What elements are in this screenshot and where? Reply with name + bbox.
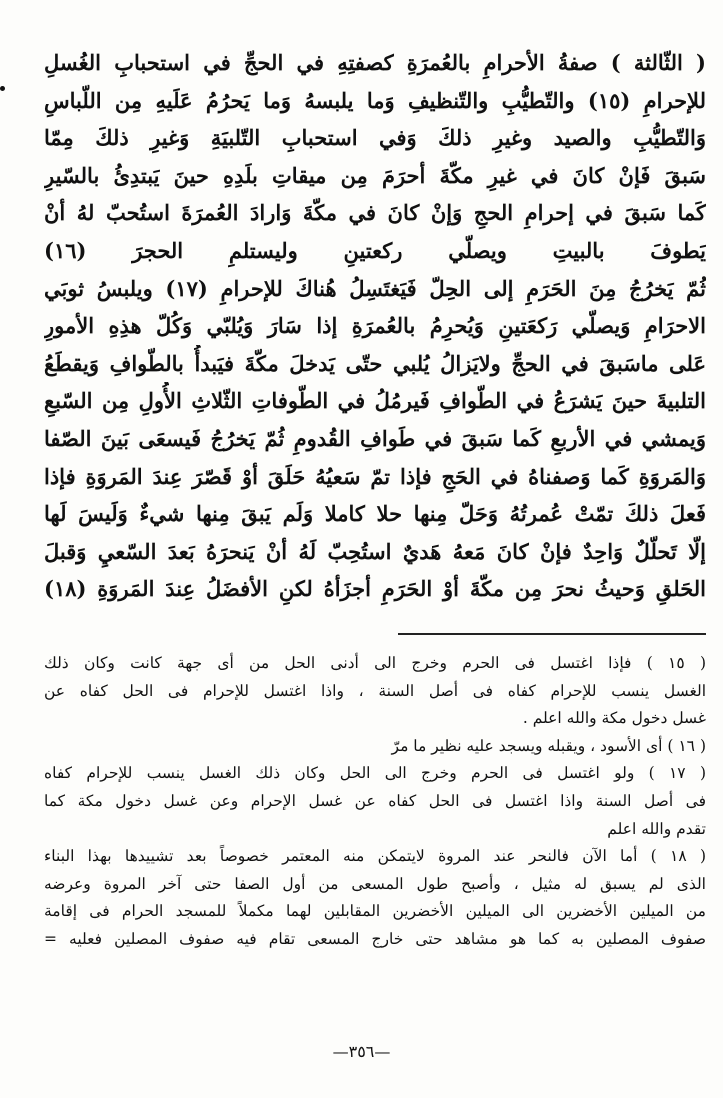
footnote-line: الغسل ينسب للإحرام كفاه فى أصل السنة ، واذا اغتسل للإحرام فى الحل كفاه عن [44, 681, 706, 700]
margin-mark [0, 86, 5, 91]
footnote-line: صفوف المصلين به كما هو مشاهد حتى خارج المسعى تقام فيه صفوف المصلين فعليه = [44, 929, 706, 948]
footnote-line: ( ١٦ ) أى الأسود ، ويقبله ويسجد عليه نظير ما مرّ [391, 736, 706, 755]
main-text-line: الحَلقِ وَحيثُ نحرَ مِن مكّةَ أوْ الحَرَمِ أجزَأهُ لكنِ الأفضَلُ عِندَ المَروَةِ (١٨) [44, 576, 706, 602]
main-text-line: عَلى ماسَبقَ في الحجِّ ولايَزالُ يُلبي حتّى يَدخلَ مكّةَ فيَبدأُ بالطّوافِ وَيقطَعُ [44, 350, 706, 376]
footnote-line: ( ١٥ ) فإذا اغتسل فى الحرم وخرج الى أدنى الحل من أى جهة كانت وكان ذلك [44, 654, 706, 672]
main-text-line: إلّا تَحلّلٌ وَاحِدٌ فإنْ كانَ مَعهُ هَديٌ استُحِبّ لَهُ أنْ يَنحرَهُ بَعدَ السّعيِ وَقبلَ [44, 538, 706, 564]
footnote-line: من الميلين الأخضرين الى الميلين الأخضرين المقابلين لهما مكملاً للمسجد الحرام فى إقامة [44, 902, 706, 921]
main-text-line: الاحرَامِ وَيصلّي رَكعَتينِ وَيُحرِمُ بالعُمرَةِ إذا سَارَ وَيُلبّي وَكُلّ هذِهِ الأمورِ [44, 313, 706, 339]
main-text-line: وَالتّطيُّبِ والصيد وغيرِ ذلكَ وَفي استحبابِ التّلبيَةِ وَغيرِ ذلكَ مِمّا [44, 125, 706, 151]
main-text-line: للإحرامِ (١٥) والتّطيُّبِ والتّنظيفِ وَما يلبسهُ وَما يَحرُمُ عَلَيهِ مِن اللّباسِ [44, 87, 706, 113]
footnote-divider [398, 633, 706, 635]
main-text-line: التلبيةَ حينَ يَشرَعُ في الطّوافِ فَيرمُلُ في الطّوفاتِ الثّلاثِ الأُولِ مِن السّبعِ [44, 388, 706, 414]
main-text-line: يَطوفَ بالبيتِ ويصلّي ركعتينِ وليستلمِ الحجرَ (١٦) [44, 237, 706, 263]
main-text-line: فَعلَ ذلكَ تمّتْ عُمرتُهُ وَحَلّ مِنها حلا كاملا وَلَم يَبقَ مِنها شيءٌ وَلَيسَ لَها [44, 501, 706, 527]
footnote-line: الذى لم يسبق له مثيل ، وأصبح طول المسعى من أول الصفا حتى آخر المروة وعرضه [44, 874, 706, 893]
footnote-line: فى أصل السنة واذا اغتسل فى الحل كفاه عن غسل الإحرام وعن غسل دخول مكة كما [44, 791, 706, 810]
footnote-line: ( ١٨ ) أما الآن فالنحر عند المروة لايتمكن منه المعتمر خصوصاً بعد تشييدها بهذا البناء [44, 847, 706, 866]
main-text-line: ( الثّالثة ) صفةُ الأحرامِ بالعُمرَةِ كصفتِهِ في الحجِّ في استحبابِ الغُسلِ [44, 50, 706, 75]
main-text-line: سَبقَ فَإنْ كانَ في غيرِ مكّةَ أحرَمَ مِن ميقاتِ بلَدِهِ حينَ يَبتدِئُ بالسّيرِ [44, 162, 706, 188]
footnote-line: ( ١٧ ) ولو اغتسل فى الحرم وخرج الى الحل وكان ذلك الغسل ينسب للإحرام كفاه [44, 764, 706, 783]
footnote-line: غسل دخول مكة والله اعلم . [522, 709, 706, 728]
main-text-line: كَما سَبقَ في إحرامِ الحجِ وَإنْ كانَ في مكّةَ وَارادَ العُمرَةَ استُحبّ لهُ أنْ [44, 200, 706, 226]
page-number: —٣٥٦— [332, 1042, 391, 1061]
footnote-line: تقدم والله اعلم [607, 819, 706, 838]
main-text-block [44, 44, 706, 608]
footnotes-block [44, 650, 706, 954]
main-text-line: وَيمشي في الأربعِ كَما سَبقَ في طَوافِ القُدومِ ثُمّ يَخرُجُ فَيسعَى بَينَ الصّفا [44, 425, 706, 451]
main-text-line: ثُمّ يَخرُجُ مِنَ الحَرَمِ إلى الحِلّ فَيَغتَسِلُ هُناكَ للإحرامِ (١٧) ويلبسُ ثوبَي [44, 275, 706, 301]
main-text-line: وَالمَروَةِ كَما وَصفناهُ في الحَجِ فإذا تمّ سَعيُهُ حَلَقَ أوْ قَصّرَ عِندَ المَروَةِ فإذا [44, 463, 706, 489]
